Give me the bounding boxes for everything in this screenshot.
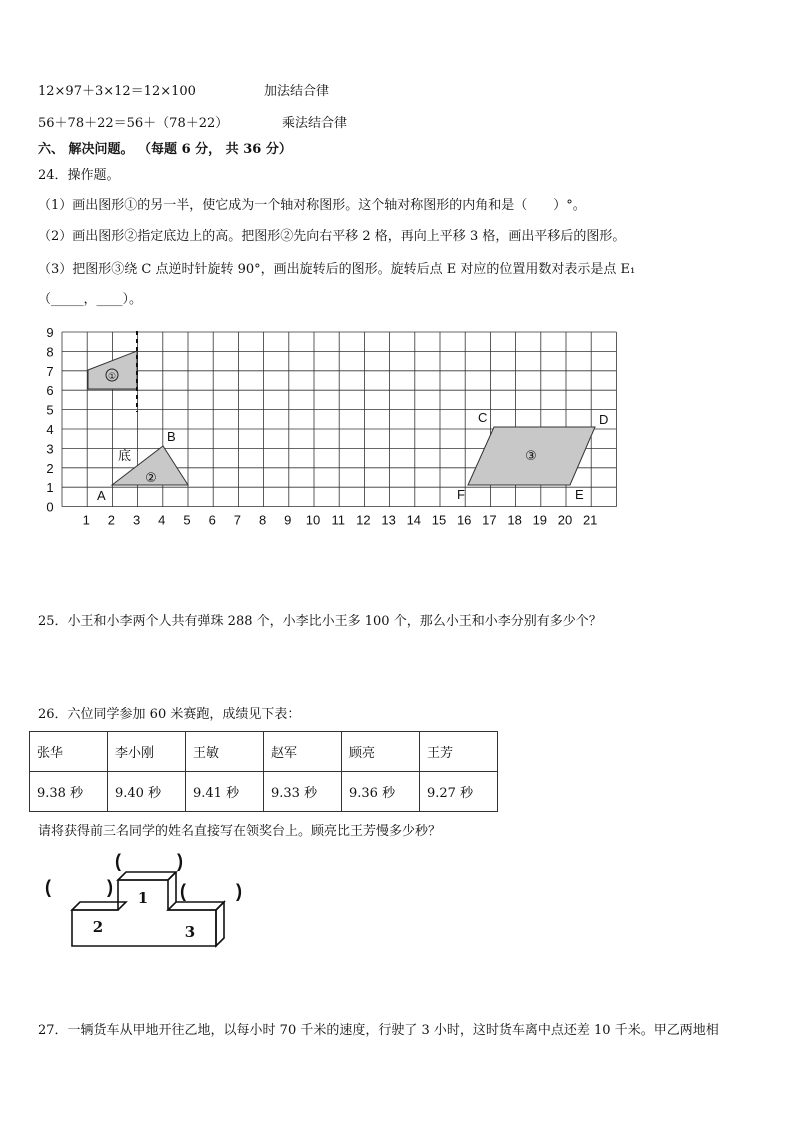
law-name-1: 加法结合律 bbox=[264, 84, 330, 99]
point-e-label: E bbox=[575, 487, 584, 502]
y-tick-label: 4 bbox=[46, 422, 54, 437]
x-tick-label: 17 bbox=[482, 512, 497, 528]
x-tick-label: 20 bbox=[557, 512, 573, 528]
q24-part1: （1）画出图形①的另一半，使它成为一个轴对称图形。这个轴对称图形的内角和是（ ）°。 bbox=[38, 198, 586, 213]
section-6-title: 六、 解决问题。 （每题 6 分， 共 36 分） bbox=[38, 142, 292, 157]
y-tick-label: 0 bbox=[46, 499, 54, 515]
name-cell: 张华 bbox=[30, 732, 108, 772]
point-f-label: F bbox=[457, 487, 465, 502]
x-tick-label: 9 bbox=[284, 512, 292, 528]
q24-part3-answer: （_____，____）。 bbox=[38, 292, 143, 307]
base-label: 底 bbox=[118, 449, 132, 464]
y-tick-label: 1 bbox=[46, 480, 54, 496]
x-tick-label: 10 bbox=[305, 512, 321, 528]
x-tick-label: 13 bbox=[381, 512, 396, 528]
q24-part3: （3）把图形③绕 C 点逆时针旋转 90°，画出旋转后的图形。旋转后点 E 对应的位置用数对表示是点 E₁ bbox=[38, 262, 636, 277]
y-axis-labels bbox=[46, 325, 53, 515]
y-tick-label: 3 bbox=[46, 441, 54, 457]
x-tick-label: 7 bbox=[233, 512, 242, 528]
time-cell: 9.38 秒 bbox=[30, 772, 108, 812]
paren-second-left: ( bbox=[45, 877, 51, 897]
q27-text: 27．一辆货车从甲地开往乙地，以每小时 70 千米的速度，行驶了 3 小时，这时货车离中点还差 10 千米。甲乙两地相 bbox=[38, 1023, 719, 1038]
y-tick-label: 2 bbox=[46, 460, 54, 476]
x-tick-label: 1 bbox=[82, 512, 90, 528]
paren-first-right: ) bbox=[177, 851, 183, 871]
x-tick-label: 12 bbox=[356, 512, 371, 528]
name-cell: 赵军 bbox=[264, 732, 342, 772]
shape-3-label: ③ bbox=[525, 448, 537, 463]
name-cell: 王敏 bbox=[186, 732, 264, 772]
point-a-label: A bbox=[97, 488, 106, 503]
time-cell: 9.41 秒 bbox=[186, 772, 264, 812]
race-results-table bbox=[29, 731, 498, 812]
x-tick-label: 4 bbox=[158, 512, 166, 528]
y-tick-label: 6 bbox=[46, 383, 54, 399]
y-tick-label: 8 bbox=[46, 344, 54, 360]
name-cell: 李小刚 bbox=[108, 732, 186, 772]
x-tick-label: 19 bbox=[532, 512, 548, 528]
x-tick-label: 2 bbox=[107, 512, 116, 528]
x-tick-label: 15 bbox=[431, 512, 447, 528]
q25-text: 25．小王和小李两个人共有弹珠 288 个，小李比小王多 100 个，那么小王和小李分别有多少个？ bbox=[38, 614, 602, 629]
x-axis-labels bbox=[83, 513, 598, 528]
x-tick-label: 16 bbox=[456, 512, 472, 528]
x-tick-label: 6 bbox=[208, 512, 216, 528]
x-tick-label: 8 bbox=[258, 512, 267, 528]
x-tick-label: 14 bbox=[406, 512, 422, 528]
y-tick-label: 7 bbox=[46, 363, 54, 379]
paren-third-left: ( bbox=[180, 881, 186, 901]
q26-intro: 26．六位同学参加 60 米赛跑，成绩见下表： bbox=[38, 707, 301, 722]
podium-illustration bbox=[40, 848, 300, 958]
time-cell: 9.40 秒 bbox=[108, 772, 186, 812]
podium-third: 3 bbox=[184, 923, 196, 941]
podium-second: 2 bbox=[92, 918, 104, 936]
law-name-2: 乘法结合律 bbox=[282, 116, 348, 131]
q26-question: 请将获得前三名同学的姓名直接写在领奖台上。顾亮比王芳慢多少秒？ bbox=[38, 824, 442, 839]
shape-2-label: ② bbox=[145, 470, 157, 485]
table-row bbox=[30, 732, 498, 772]
q24-title: 24．操作题。 bbox=[38, 168, 120, 183]
paren-third-right: ) bbox=[236, 881, 242, 901]
table-row bbox=[30, 772, 498, 812]
time-cell: 9.36 秒 bbox=[342, 772, 420, 812]
point-d-label: D bbox=[599, 412, 609, 427]
shape-1-label: ① bbox=[107, 371, 117, 381]
q24-part2: （2）画出图形②指定底边上的高。把图形②先向右平移 2 格，再向上平移 3 格，画出平移后的图形。 bbox=[38, 229, 626, 244]
coordinate-grid bbox=[0, 322, 794, 532]
podium-first: 1 bbox=[137, 889, 149, 907]
time-cell: 9.33 秒 bbox=[264, 772, 342, 812]
x-tick-label: 3 bbox=[132, 512, 141, 528]
x-tick-label: 21 bbox=[582, 512, 598, 528]
x-tick-label: 5 bbox=[183, 512, 191, 528]
time-cell: 9.27 秒 bbox=[420, 772, 498, 812]
point-b-label: B bbox=[167, 429, 176, 444]
law-expression-1: 12×97＋3×12＝12×100 bbox=[38, 84, 196, 99]
x-tick-label: 18 bbox=[507, 512, 522, 528]
paren-first-left: ( bbox=[115, 851, 121, 871]
name-cell: 王芳 bbox=[420, 732, 498, 772]
law-expression-2: 56＋78＋22＝56＋（78＋22） bbox=[38, 116, 229, 131]
point-c-label: C bbox=[478, 410, 488, 425]
name-cell: 顾亮 bbox=[342, 732, 420, 772]
y-tick-label: 9 bbox=[46, 325, 54, 340]
x-tick-label: 11 bbox=[331, 512, 345, 528]
paren-second-right: ) bbox=[107, 877, 113, 897]
y-tick-label: 5 bbox=[46, 402, 54, 418]
